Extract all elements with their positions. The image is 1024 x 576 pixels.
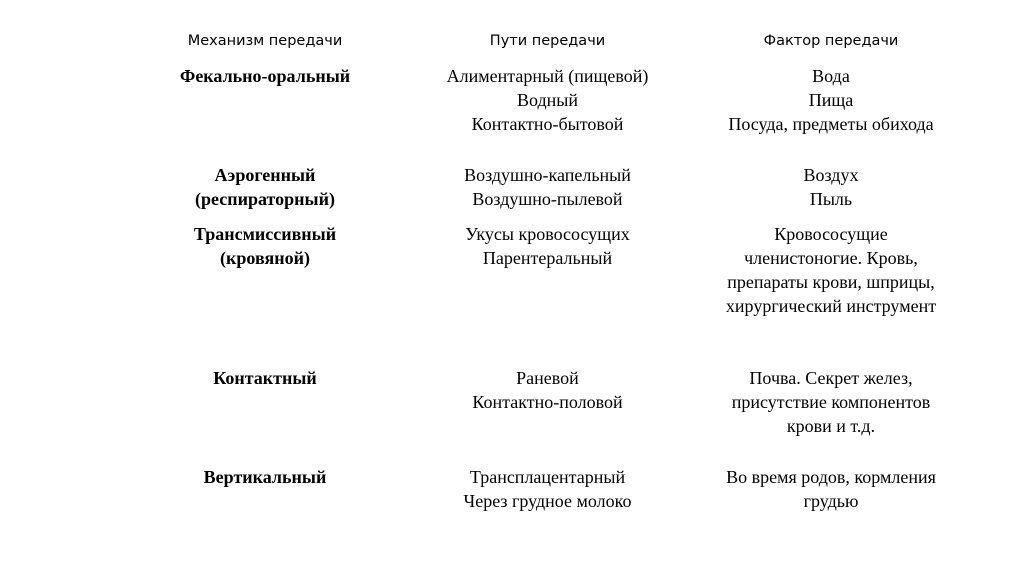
row-4-routes — [410, 366, 685, 414]
row-2-route-2: Воздушно-пылевой — [472, 189, 623, 209]
row-5-mechanism — [150, 465, 380, 489]
row-3-factor-3: препараты крови, шприцы, — [727, 272, 935, 292]
header-factor: Фактор передачи — [763, 33, 899, 49]
row-2-route-1: Воздушно-капельный — [464, 165, 631, 185]
row-3-factors — [695, 222, 967, 318]
row-1-route-2: Водный — [516, 90, 578, 110]
header-mechanism: Механизм передачи — [187, 33, 343, 49]
row-2-routes — [410, 163, 685, 211]
row-5-mechanism-line-1: Вертикальный — [203, 467, 327, 487]
row-3-factor-2: членистоногие. Кровь, — [744, 248, 918, 268]
row-2-factor-1: Воздух — [803, 165, 859, 185]
row-5-routes — [410, 465, 685, 513]
row-1-factors — [695, 64, 967, 136]
row-4-factors — [695, 366, 967, 438]
row-5-factor-1: Во время родов, кормления — [726, 467, 936, 487]
row-5-route-2: Через грудное молоко — [463, 491, 632, 511]
row-1-route-1: Алиментарный (пищевой) — [446, 66, 649, 86]
row-4-route-2: Контактно-половой — [472, 392, 623, 412]
row-1-factor-2: Пища — [808, 90, 854, 110]
row-4-factor-2: присутствие компонентов — [731, 392, 931, 412]
row-5-route-1: Трансплацентарный — [469, 467, 626, 487]
row-2-factors — [695, 163, 967, 211]
row-3-factor-1: Кровососущие — [774, 224, 888, 244]
row-4-mechanism — [150, 366, 380, 390]
row-4-mechanism-line-1: Контактный — [213, 368, 317, 388]
row-3-routes — [410, 222, 685, 270]
row-1-mechanism-line-1: Фекально-оральный — [179, 66, 351, 86]
row-3-mechanism — [150, 222, 380, 270]
row-5-factors — [695, 465, 967, 513]
header-routes: Пути передачи — [489, 33, 606, 49]
row-3-factor-4: хирургический инструмент — [725, 296, 937, 316]
row-4-route-1: Раневой — [516, 368, 579, 388]
row-2-mechanism-line-1: Аэрогенный — [214, 165, 316, 185]
row-1-factor-1: Вода — [812, 66, 850, 86]
row-1-routes — [410, 64, 685, 136]
row-2-mechanism — [150, 163, 380, 211]
row-3-mechanism-line-2: (кровяной) — [220, 248, 310, 268]
row-1-mechanism — [150, 64, 380, 88]
row-4-factor-1: Почва. Секрет желез, — [749, 368, 913, 388]
row-2-factor-2: Пыль — [809, 189, 853, 209]
row-3-route-1: Укусы кровососущих — [465, 224, 630, 244]
row-4-factor-3: крови и т.д. — [786, 416, 876, 436]
row-5-factor-2: грудью — [803, 491, 859, 511]
row-1-route-3: Контактно-бытовой — [471, 114, 624, 134]
row-3-mechanism-line-1: Трансмиссивный — [193, 224, 337, 244]
row-2-mechanism-line-2: (респираторный) — [195, 189, 335, 209]
row-1-factor-3: Посуда, предметы обихода — [728, 114, 934, 134]
row-3-route-2: Парентеральный — [482, 248, 613, 268]
